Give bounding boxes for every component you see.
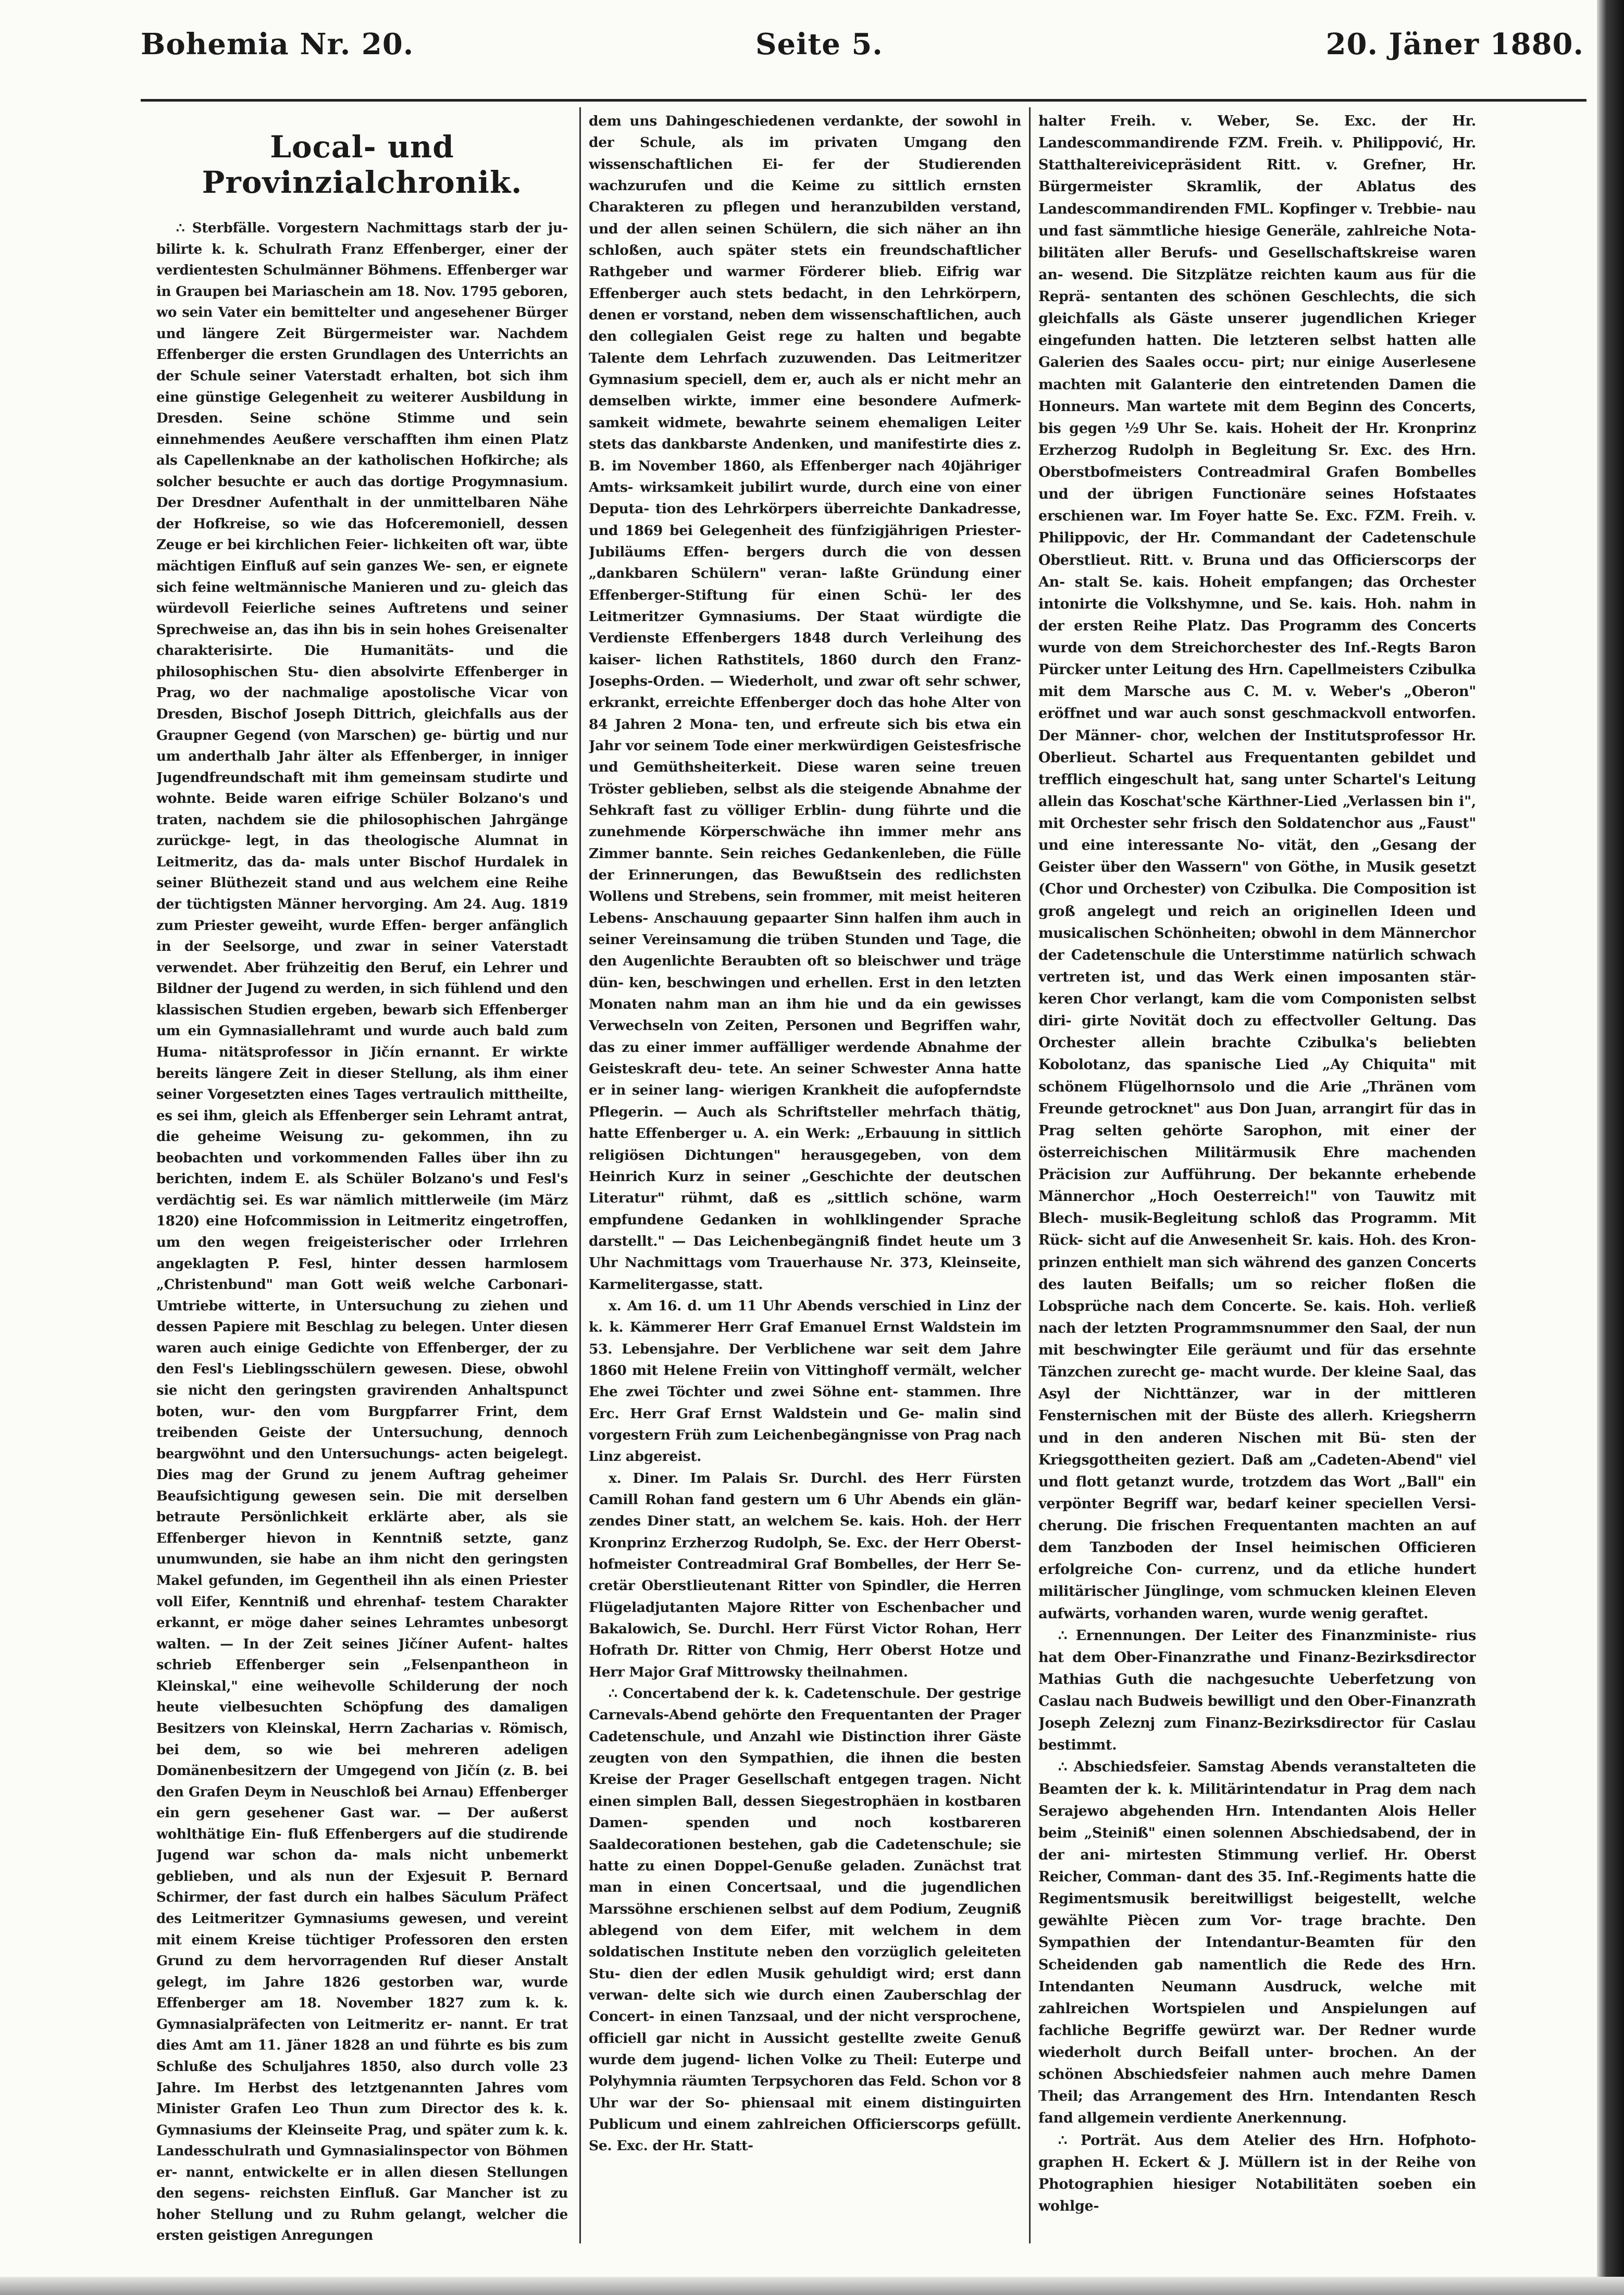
header-rule bbox=[141, 99, 1586, 102]
article-paragraph: ∴ Concertabend der k. k. Cadetenschule. Der gestrige Carnevals-Abend gehörte den Frequentanten der Prager Cadetenschule, und Anzahl wie Distinction ihrer Gäste zeugten von den Sympathien, die ihnen die besten Kreise der Prager Gesellschaft entgegen tragen. Nicht einen simplen Ball, dessen Siegestrophäen in kostbaren Damen- spenden und noch kostbareren Saaldecorationen bestehen, gab die Cadetenschule; sie hatte zu einen Doppel-Genuße geladen. Zunächst trat man in einen Concertsaal, und die jugendlichen Marssöhne erschienen selbst auf dem Podium, Zeugniß ablegend von dem Eifer, mit welchem in dem soldatischen Institute neben den vorzüglich geleiteten Stu- dien der edlen Musik gehuldigt wird; erst dann verwan- delte sich wie durch einen Zauberschlag der Concert- in einen Tanzsaal, und der nicht versprochene, officiell gar nicht in Aussicht gestellte zweite Genuß wurde dem jugend- lichen Volke zu Theil: Euterpe und Polyhymnia räumten Terpsychoren das Feld. Schon vor 8 Uhr war der So- phiensaal mit einem distinguirten Publicum und einem zahlreichen Officierscorps gefüllt. Se. Exc. der Hr. Statt- bbox=[589, 1685, 1021, 2154]
column-divider bbox=[579, 107, 581, 2243]
column-1 bbox=[156, 110, 568, 2247]
article-paragraph: ∴ Ernennungen. Der Leiter des Finanzministe- rius hat dem Ober-Finanzrathe und Finanz-Bezirksdirector Mathias Guth die nachgesuchte Ueberfetzung von Caslau nach Budweis bewilligt und den Ober-Finanzrath Joseph Zeleznj zum Finanz-Bezirksdirector für Caslau bestimmt. bbox=[1038, 1627, 1476, 1754]
article-paragraph: dem uns Dahingeschiedenen verdankte, der sowohl in der Schule, als im privaten Umgang den wissenschaftlichen Ei- fer der Studierenden wachzurufen und die Keime zu sittlich ernsten Charakteren zu pflegen und heranzubilden verstand, und der allen seinen Schülern, die sich näher an ihn schloßen, auch später stets ein freundschaftlicher Rathgeber und warmer Förderer blieb. Eifrig war Effenberger auch stets bedacht, in den Lehrkörpern, denen er vorstand, neben dem wissenschaftlichen, auch den collegialen Geist rege zu halten und begabte Talente dem Lehrfach zuzuwenden. Das Leitmeritzer Gymnasium speciell, dem er, auch als er nicht mehr an demselben wirkte, immer eine besondere Aufmerk- samkeit widmete, bewahrte seinem ehemaligen Leiter stets das dankbarste Andenken, und manifestirte dies z. B. im November 1860, als Effenberger nach 40jähriger Amts- wirksamkeit jubilirt wurde, durch eine von einer Deputa- tion des Lehrkörpers überreichte Dankadresse, und 1869 bei Gelegenheit des fünfzigjährigen Priester-Jubiläums Effen- bergers durch die von dessen „dankbaren Schülern" veran- laßte Gründung einer Effenberger-Stiftung für einen Schü- ler des Leitmeritzer Gymnasiums. Der Staat würdigte die Verdienste Effenbergers 1848 durch Verleihung des kaiser- lichen Rathstitels, 1860 durch den Franz-Josephs-Orden. — Wiederholt, und zwar oft sehr schwer, erkrankt, erreichte Effenberger doch das hohe Alter von 84 Jahren 2 Mona- ten, und erfreute sich bis etwa ein Jahr vor seinem Tode einer merkwürdigen Geistesfrische und Gemüthsheiterkeit. Diese waren seine treuen Tröster geblieben, selbst als die steigende Abnahme der Sehkraft fast zu völliger Erblin- dung führte und die zunehmende Körperschwäche ihn immer mehr ans Zimmer bannte. Sein reiches Gedankenleben, die Fülle der Erinnerungen, das Bewußtsein des redlichsten Wollens und Strebens, sein frommer, mit meist heiteren Lebens- Anschauung gepaarter Sinn halfen ihm auch in seiner Vereinsamung die trüben Stunden und Tage, die den Augenlichte Beraubten oft so bleischwer und träge dün- ken, beschwingen und erhellen. Erst in den letzten Monaten nahm man an ihm hie und da ein gewisses Verwechseln von Zeiten, Personen und Begriffen wahr, das zu einer immer auffälliger werdende Abnahme der Geisteskraft deu- tete. An seiner Schwester Anna hatte er in seiner lang- wierigen Krankheit die aufopferndste Pflegerin. — Auch als Schriftsteller mehrfach thätig, hatte Effenberger u. A. ein Werk: „Erbauung in sittlich religiösen Dichtungen" herausgegeben, von dem Heinrich Kurz in seiner „Geschichte der deutschen Literatur" rühmt, daß es „sittlich schöne, warm empfundene Gedanken in wohlklingender Sprache darstellt." — Das Leichenbegängniß findet heute um 3 Uhr Nachmittags vom Trauerhause Nr. 373, Kleinseite, Karmelitergasse, statt. bbox=[589, 113, 1021, 1293]
article-paragraph: ∴ Porträt. Aus dem Atelier des Hrn. Hofphoto- graphen H. Eckert & J. Müllern ist in der Reihe von Photographien hiesiger Notabilitäten soeben ein wohlge- bbox=[1038, 2132, 1476, 2214]
article-paragraph: x. Diner. Im Palais Sr. Durchl. des Herr Fürsten Camill Rohan fand gestern um 6 Uhr Abends ein glän- zendes Diner statt, an welchem Se. kais. Hoh. der Herr Kronprinz Erzherzog Rudolph, Se. Exc. der Herr Oberst- hofmeister Contreadmiral Graf Bombelles, der Herr Se- cretär Oberstlieutenant Ritter von Spindler, die Herren Flügeladjutanten Majore Ritter von Eschenbacher und Bakalowich, Se. Durchl. Herr Fürst Victor Rohan, Herr Hofrath Dr. Ritter von Chmig, Herr Oberst Hotze und Herr Major Graf Mittrowsky theilnahmen. bbox=[589, 1470, 1021, 1680]
section-title: Local- und Provinzialchronik. bbox=[202, 129, 523, 200]
scan-edge-shadow bbox=[1597, 0, 1624, 2295]
column-divider bbox=[1029, 107, 1031, 2243]
article-paragraph: x. Am 16. d. um 11 Uhr Abends verschied in Linz der k. k. Kämmerer Herr Graf Emanuel Ernst Waldstein im 53. Lebensjahre. Der Verblichene war seit dem Jahre 1860 mit Helene Freiin von Vittinghoff vermält, welcher Ehe zwei Töchter und zwei Söhne ent- stammen. Ihre Erc. Herr Graf Ernst Waldstein und Ge- malin sind vorgestern Früh zum Leichenbegängnisse von Prag nach Linz abgereist. bbox=[589, 1297, 1021, 1465]
article-paragraph: ∴ Sterbfälle. Vorgestern Nachmittags starb der ju- bilirte k. k. Schulrath Franz Effenberger, einer der verdientesten Schulmänner Böhmens. Effenberger war in Graupen bei Mariaschein am 18. Nov. 1795 geboren, wo sein Vater ein bemittelter und angesehener Bürger und längere Zeit Bürgermeister war. Nachdem Effenberger die ersten Grundlagen des Unterrichts an der Schule seiner Vaterstadt erhalten, bot sich ihm eine günstige Gelegenheit zu weiterer Ausbildung in Dresden. Seine schöne Stimme und sein einnehmendes Aeußere verschafften ihm einen Platz als Capellenknabe an der katholischen Hofkirche; als solcher besuchte er auch das dortige Progymnasium. Der Dresdner Aufenthalt in der unmittelbaren Nähe der Hofkreise, so wie das Hofceremoniell, dessen Zeuge er bei kirchlichen Feier- lichkeiten oft war, übte mächtigen Einfluß auf sein ganzes We- sen, er eignete sich feine weltmännische Manieren und zu- gleich das würdevoll Feierliche seines Auftretens und seiner Sprechweise an, das ihn bis in sein hohes Greisenalter charakterisirte. Die Humanitäts- und die philosophischen Stu- dien absolvirte Effenberger in Prag, wo der nachmalige apostolische Vicar von Dresden, Bischof Joseph Dittrich, gleichfalls aus der Graupner Gegend (von Marschen) ge- bürtig und nur um anderthalb Jahr älter als Effenberger, in inniger Jugendfreundschaft mit ihm gemeinsam studirte und wohnte. Beide waren eifrige Schüler Bolzano's und traten, nachdem sie die philosophischen Jahrgänge zurückge- legt, in das theologische Alumnat in Leitmeritz, das da- mals unter Bischof Hurdalek in seiner Blüthezeit stand und aus welchem eine Reihe der tüchtigsten Männer hervorging. Am 24. Aug. 1819 zum Priester geweiht, wurde Effen- berger anfänglich in der Seelsorge, und zwar in seiner Vaterstadt verwendet. Aber frühzeitig den Beruf, ein Lehrer und Bildner der Jugend zu werden, in sich fühlend und den klassischen Studien ergeben, bewarb sich Effenberger um ein Gymnasiallehramt und wurde auch bald zum Huma- nitätsprofessor in Jičín ernannt. Er wirkte bereits längere Zeit in dieser Stellung, als ihm einer seiner Vorgesetzten eines Tages vertraulich mittheilte, es sei ihm, gleich als Effenberger sein Lehramt antrat, die geheime Weisung zu- gekommen, ihn zu beobachten und vorkommenden Falles über ihn zu berichten, indem E. als Schüler Bolzano's und Fesl's verdächtig sei. Es war nämlich mittlerweile (im März 1820) eine Hofcommission in Leitmeritz eingetroffen, um den wegen freigeisterischer oder Irrlehren angeklagten P. Fesl, hinter dessen harmlosem „Christenbund" man Gott weiß welche Carbonari-Umtriebe witterte, in Untersuchung zu ziehen und dessen Papiere mit Beschlag zu belegen. Unter diesen waren auch einige Gedichte von Effenberger, der zu den Fesl's Lieblingsschülern gewesen. Diese, obwohl sie nicht den geringsten gravirenden Anhaltspunct boten, wur- den vom Burgpfarrer Frint, dem treibenden Geiste der Untersuchung, dennoch beargwöhnt und den Untersuchungs- acten beigelegt. Dies mag der Grund zu jenem Auftrag geheimer Beaufsichtigung gewesen sein. Die mit derselben betraute Persönlichkeit erklärte aber, als sie Effenberger hievon in Kenntniß setzte, ganz unumwunden, sie habe an ihm nicht den geringsten Makel gefunden, im Gegentheil ihn als einen Priester voll Eifer, Kenntniß und ehrenhaf- testem Charakter erkannt, er möge daher seines Lehramtes unbesorgt walten. — In der Zeit seines Jičíner Aufent- haltes schrieb Effenberger sein „Felsenpantheon in Kleinskal," eine weihevolle Schilderung der noch heute vielbesuchten Schöpfung des damaligen Besitzers von Kleinskal, Herrn Zacharias v. Römisch, bei dem, so wie bei mehreren adeligen Domänenbesitzern der Umgegend von Jičín (z. B. bei den Grafen Deym in Neuschloß bei Arnau) Effenberger ein gern gesehener Gast war. — Der außerst wohlthätige Ein- fluß Effenbergers auf die studirende Jugend war schon da- mals nicht unbemerkt geblieben, und als nun der Exjesuit P. Bernard Schirmer, der fast durch ein halbes Säculum Präfect des Leitmeritzer Gymnasiums gewesen, und vereint mit einem Kreise tüchtiger Professoren den ersten Grund zu dem hervorragenden Ruf dieser Anstalt gelegt, im Jahre 1826 gestorben war, wurde Effenberger am 18. November 1827 zum k. k. Gymnasialpräfecten von Leitmeritz er- nannt. Er trat dies Amt am 11. Jäner 1828 an und führte es bis zum Schluße des Schuljahres 1850, also durch volle 23 Jahre. Im Herbst des letztgenannten Jahres vom Minister Grafen Leo Thun zum Director des k. k. Gymnasiums der Kleinseite Prag, und später zum k. k. Landesschulrath und Gymnasialinspector von Böhmen er- nannt, entwickelte er in allen diesen Stellungen den segens- reichsten Einfluß. Gar Mancher ist zu hoher Stellung und zu Ruhm gelangt, welcher die ersten geistigen Anregungen bbox=[156, 220, 568, 2244]
column-2 bbox=[589, 110, 1021, 2247]
newspaper-issue: Bohemia Nr. 20. bbox=[141, 27, 414, 61]
page-header bbox=[141, 21, 1584, 63]
article-paragraph: ∴ Abschiedsfeier. Samstag Abends veranstalteten die Beamten der k. k. Militärintendatur in Prag dem nach Serajewo abgehenden Hrn. Intendanten Alois Heller beim „Steiniß" einen solennen Abschiedsabend, der in der ani- mirtesten Stimmung verlief. Hr. Oberst Reicher, Comman- dant des 35. Inf.-Regiments hatte die Regimentsmusik bereitwilligst beigestellt, welche gewählte Piècen zum Vor- trage brachte. Den Sympathien der Intendantur-Beamten für den Scheidenden gab namentlich die Rede des Hrn. Intendanten Neumann Ausdruck, welche mit zahlreichen Wortspielen und Anspielungen auf fachliche Begriffe gewürzt war. Der Redner wurde wiederholt durch Beifall unter- brochen. An der schönen Abschiedsfeier nahmen auch mehre Damen Theil; das Arrangement des Hrn. Intendanten Resch fand allgemein verdiente Anerkennung. bbox=[1038, 1759, 1476, 2127]
page-number: Seite 5. bbox=[755, 27, 883, 61]
column-3 bbox=[1038, 110, 1476, 2247]
scan-bottom-shadow bbox=[0, 2277, 1624, 2295]
issue-date: 20. Jäner 1880. bbox=[1325, 27, 1584, 61]
article-paragraph: halter Freih. v. Weber, Se. Exc. der Hr. Landescommandirende FZM. Freih. v. Philippović, Hr. Statthaltereivicepräsident Ritt. v. Grefner, Hr. Bürgermeister Skramlik, der Ablatus des Landescommandirenden FML. Kopfinger v. Trebbie- nau und fast sämmtliche hiesige Generäle, zahlreiche Nota- bilitäten aller Berufs- und Gesellschaftskreise waren an- wesend. Die Sitzplätze reichten kaum aus für die Reprä- sentanten des schönen Geschlechts, die sich gleichfalls als Gäste unserer jugendlichen Krieger eingefunden hatten. Die letzteren selbst hatten alle Galerien des Saales occu- pirt; nur einige Auserlesene machten mit Galanterie den eintretenden Damen die Honneurs. Man wartete mit dem Beginn des Concerts, bis gegen ½9 Uhr Se. kais. Hoheit der Hr. Kronprinz Erzherzog Rudolph in Begleitung Sr. Exc. des Hrn. Oberstbofmeisters Contreadmiral Grafen Bombelles und der übrigen Functionäre seines Hofstaates erschienen war. Im Foyer hatte Se. Exc. FZM. Freih. v. Philippovic, der Hr. Commandant der Cadetenschule Oberstlieut. Ritt. v. Bruna und das Officierscorps der An- stalt Se. kais. Hoheit empfangen; das Orchester intonirte die Volkshymne, und Se. kais. Hoh. nahm in der ersten Reihe Platz. Das Programm des Concerts wurde von dem Streichorchester des Inf.-Regts Baron Pürcker unter Leitung des Hrn. Capellmeisters Czibulka mit dem Marsche aus C. M. v. Weber's „Oberon" eröffnet und war auch sonst geschmackvoll entworfen. Der Männer- chor, welchen der Institutsprofessor Hr. Oberlieut. Schartel aus Frequentanten gebildet und trefflich eingeschult hat, sang unter Schartel's Leitung allein das Koschat'sche Kärthner-Lied „Verlassen bin i", mit Orchester sehr frisch den Soldatenchor aus „Faust" und eine interessante No- vität, den „Gesang der Geister über den Wassern" von Göthe, in Musik gesetzt (Chor und Orchester) von Czibulka. Die Composition ist groß angelegt und reich an originellen Ideen und musicalischen Schönheiten; obwohl in dem Männerchor der Cadetenschule die Unterstimme natürlich schwach vertreten ist, und das Werk einen imposanten stär- keren Chor verlangt, kam die vom Componisten selbst diri- girte Novität doch zu effectvoller Geltung. Das Orchester allein brachte Czibulka's beliebten Kobolotanz, das spanische Lied „Ay Chiquita" mit schönem Flügelhornsolo und die Arie „Thränen vom Freunde getrocknet" aus Don Juan, arrangirt für das in Prag selten gehörte Sarophon, mit einer der österreichischen Militärmusik Ehre machenden Präcision zur Aufführung. Der bekannte erhebende Männerchor „Hoch Oesterreich!" von Tauwitz mit Blech- musik-Begleitung schloß das Programm. Mit Rück- sicht auf die Anwesenheit Sr. kais. Hoh. des Kron- prinzen enthielt man sich während des ganzen Concerts des lauten Beifalls; um so reicher floßen die Lobsprüche nach dem Concerte. Se. kais. Hoh. verließ nach der letzten Programmsnummer den Saal, der nun mit beschwingter Eile geräumt und für das ersehnte Tänzchen zurecht ge- macht wurde. Der kleine Saal, das Asyl der Nichttänzer, war in der mittleren Fensternischen mit der Büste des allerh. Kriegsherrn und in den anderen Nischen mit Bü- sten der Kriegsgottheiten geziert. Daß am „Cadeten-Abend" viel und flott getanzt wurde, trotzdem das Wort „Ball" ein verpönter Begriff war, bedarf keiner speciellen Versi- cherung. Die frischen Frequentanten machten an auf dem Tanzboden der Insel heimischen Officieren erfolgreiche Con- currenz, und da etliche hundert militärischer Jünglinge, vom schmucken kleinen Eleven aufwärts, vorhanden waren, wurde wenig geraftet. bbox=[1038, 113, 1476, 1622]
